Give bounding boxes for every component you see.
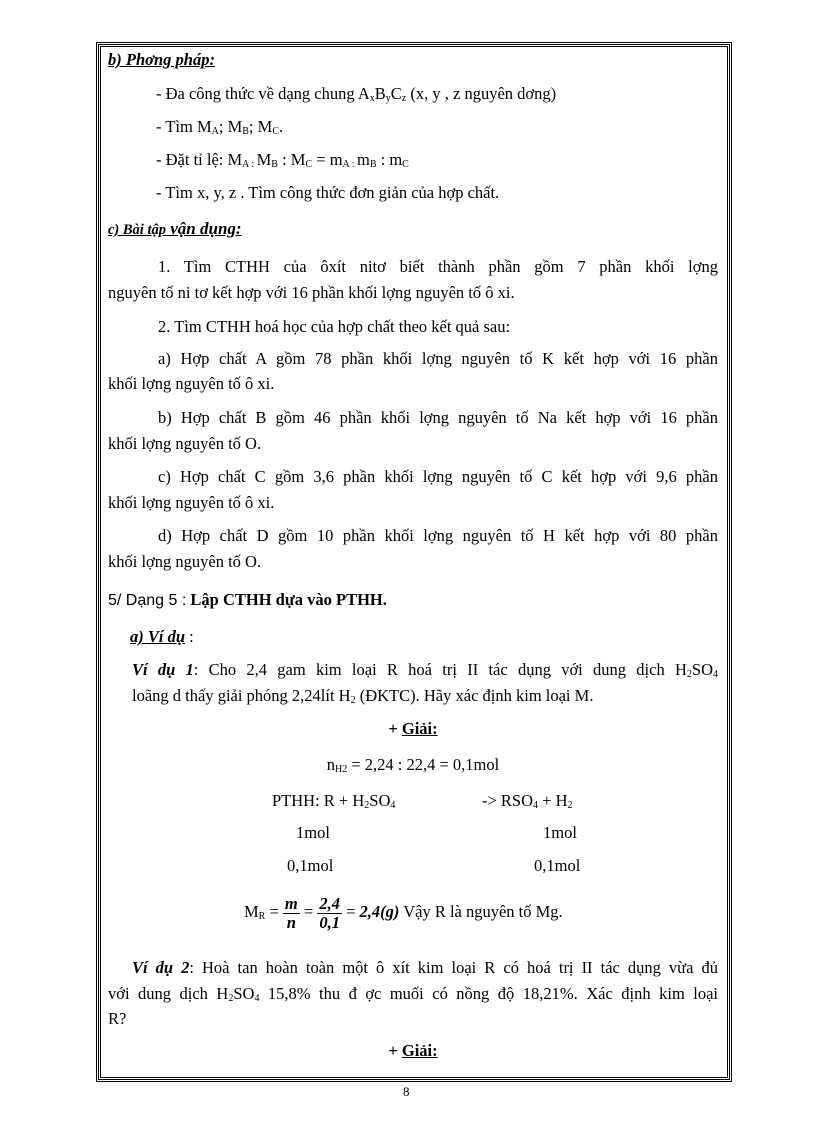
solution-label-2: + Giải: (388, 1041, 438, 1060)
step-1: - Đa công thức về dạng chung $A_xB_yC_z$ (x, y , z nguyên dơng) (156, 84, 557, 104)
exercise-2b-line-2: khối lợng nguyên tố O. (108, 434, 262, 453)
exercise-2: 2. Tìm CTHH hoá học của hợp chất theo kết quả sau: (158, 317, 511, 336)
moles-h2-calc: $n_{H2} = 2,24$ : 22,4 = 0,1mol (326, 755, 500, 775)
step-2: - Tìm $M_A$; $M_B$; $M_C$. (156, 117, 284, 137)
mol-ratio-right: 1mol (543, 823, 577, 842)
page-number: 8 (403, 1084, 410, 1099)
exercise-1-line-1: 1. Tìm CTHH của ôxít nitơ biết thành phần gồm 7 phần khối lợng (158, 257, 718, 276)
exercise-2b-line-1: b) Hợp chất B gồm 46 phần khối lợng nguyên tố Na kết hợp với 16 phần (158, 408, 718, 427)
pthh-equation: PTHH: $R + H_2SO_4$ (272, 791, 396, 811)
example-2-line-3: R? (108, 1009, 127, 1028)
example-1-line-1: Ví dụ 1: Cho 2,4 gam kim loại R hoá trị II tác dụng với dung dịch $H_2SO_4$ (132, 660, 718, 680)
step-4: - Tìm x, y, z . Tìm công thức đơn giản của hợp chất. (156, 183, 500, 202)
example-2-line-1: Ví dụ 2: Hoà tan hoàn toàn một ô xít kim loại R có hoá trị II tác dụng vừa đủ (132, 958, 718, 977)
exercise-2c-line-2: khối lợng nguyên tố ô xi. (108, 493, 275, 512)
molar-mass-calc: $M_R$ = $\frac{m}{n}$ = $\frac{2,4}{0,1}$ = 2,4(g) Vậy R là nguyên tố Mg. (244, 893, 563, 932)
example-1-line-2: loãng d thấy giải phóng 2,24lít $H_2$ (ĐKTC). Hãy xác định kim loại M. (132, 686, 594, 706)
solution-label-1: + Giải: (388, 719, 438, 738)
pthh-products: -> $RSO_4 + H_2$ (482, 791, 573, 811)
mol-amount-right: 0,1mol (534, 856, 581, 875)
mol-amount-left: 0,1mol (287, 856, 334, 875)
exercise-2a-line-1: a) Hợp chất A gồm 78 phần khối lợng nguyên tố K kết hợp với 16 phần (158, 349, 718, 368)
exercise-2d-line-2: khối lợng nguyên tố O. (108, 552, 262, 571)
exercise-1-line-2: nguyên tố ni tơ kết hợp với 16 phần khối lợng nguyên tố ô xi. (108, 283, 515, 302)
fraction-m-over-n: $\frac{m}{n}$ (284, 893, 298, 932)
section-c-heading: c) Bài tập vận dụng: (108, 219, 242, 238)
example-2-line-2: với dung dịch $H_2SO_4$ 15,8% thu đ ợc muối có nồng độ 18,21%. Xác định kim loại (108, 984, 719, 1004)
example-heading: a) Ví dụ : (130, 627, 194, 646)
step-3: - Đặt tỉ lệ: $M_{A :}$ $M_B$ : $M_C = m_{A :}$ $m_B$ : $m_C$ (156, 150, 409, 170)
exercise-2d-line-1: d) Hợp chất D gồm 10 phần khối lợng nguyên tố H kết hợp với 80 phần (158, 526, 718, 545)
fraction-values: $\frac{2,4}{0,1}$ (319, 893, 340, 932)
mol-ratio-left: 1mol (296, 823, 330, 842)
exercise-2c-line-1: c) Hợp chất C gồm 3,6 phần khối lợng nguyên tố C kết hợp với 9,6 phần (158, 467, 718, 486)
section-5-heading: 5/ Dạng 5 : Lập CTHH dựa vào PTHH. (108, 590, 387, 609)
exercise-2a-line-2: khối lợng nguyên tố ô xi. (108, 374, 275, 393)
section-b-heading: b) Phơng pháp: (108, 50, 215, 69)
